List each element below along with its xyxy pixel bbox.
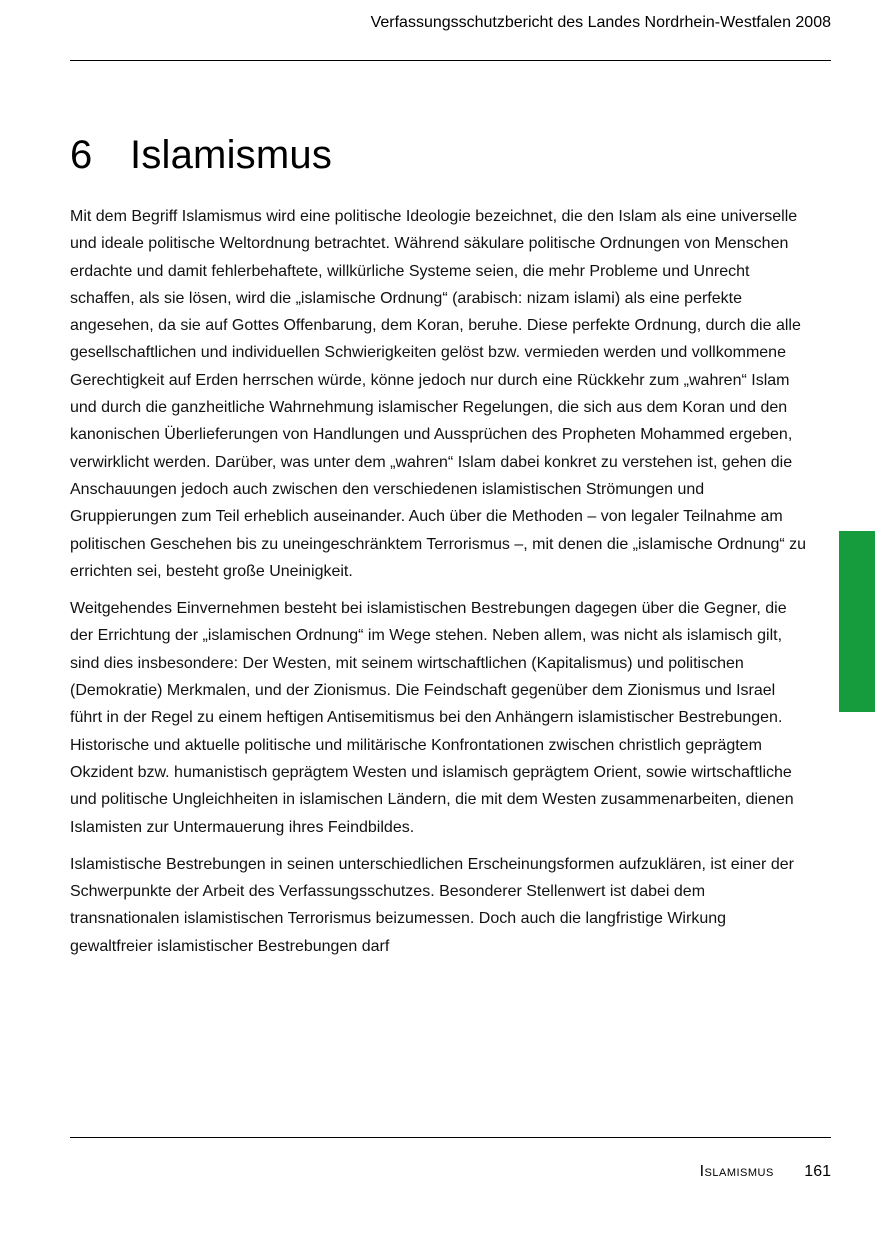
header-rule xyxy=(70,60,831,61)
chapter-title: Islamismus xyxy=(130,132,333,177)
chapter-heading xyxy=(70,133,332,178)
paragraph: Weitgehendes Einvernehmen besteht bei islamistischen Bestrebungen dagegen über die Gegner, die der Errichtung der „islamischen Ordnung“ im Wege stehen. Neben allem, was nicht als islamisch gilt, sind dies insbesondere: Der Westen, mit seinem wirtschaftlichen (Kapitalismus) und politischen (Demokratie) Merkmalen, und der Zionismus. Die Feindschaft gegenüber dem Zionismus und Israel führt in der Regel zu einem heftigen Antisemitismus bei den Anhängern islamistischer Bestrebungen. Historische und aktuelle politische und militärische Konfrontationen zwischen christlich geprägtem Okzident bzw. humanistisch geprägtem Westen und islamisch geprägtem Orient, sowie wirtschaftliche und politische Ungleichheiten in islamischen Ländern, die mit dem Westen zusammenarbeiten, dienen Islamisten zur Untermauerung ihres Feindbildes. xyxy=(70,600,794,836)
chapter-number: 6 xyxy=(70,132,93,177)
body-text xyxy=(70,203,807,970)
footer-section-label: Islamismus xyxy=(699,1163,774,1180)
paragraph: Islamistische Bestrebungen in seinen unterschiedlichen Erscheinungsformen aufzuklären, ist einer der Schwerpunkte der Arbeit des Verfassungsschutzes. Besonderer Stellenwert ist dabei dem transnationalen islamistischen Terrorismus beizumessen. Doch auch die langfristige Wirkung gewaltfreier islamistischer Bestrebungen darf xyxy=(70,855,794,955)
paragraph: Mit dem Begriff Islamismus wird eine politische Ideologie bezeichnet, die den Islam als eine universelle und ideale politische Weltordnung betrachtet. Während säkulare politische Ordnungen von Menschen erdachte und damit fehlerbehaftete, willkürliche Systeme seien, die mehr Probleme und Unrecht schaffen, als sie lösen, wird die „islamische Ordnung“ (arabisch: nizam islami) als eine perfekte angesehen, da sie auf Gottes Offenbarung, dem Koran, beruhe. Diese perfekte Ordnung, durch die alle gesellschaftlichen und individuellen Schwierigkeiten gelöst bzw. vermieden werden und vollkommene Gerechtigkeit auf Erden herrschen würde, könne jedoch nur durch eine Rückkehr zum „wahren“ Islam und durch die ganzheitliche Wahrnehmung islamischer Regelungen, die sich aus dem Koran und den kanonischen Überlieferungen von Handlungen und Aussprüchen des Propheten Mohammed ergeben, verwirklicht werden. Darüber, was unter dem „wahren“ Islam dabei konkret zu verstehen ist, gehen die Anschauungen jedoch auch zwischen den verschiedenen islamistischen Strömungen und Gruppierungen zum Teil erheblich auseinander. Auch über die Methoden – von legaler Teilnahme am politischen Geschehen bis zu uneingeschränktem Terrorismus –, mit denen die „islamische Ordnung“ zu errichten sei, besteht große Uneinigkeit. xyxy=(70,208,807,580)
chapter-marker-tab xyxy=(839,531,875,712)
page-footer xyxy=(70,1163,831,1181)
footer-page-number: 161 xyxy=(804,1163,831,1180)
footer-rule xyxy=(70,1137,831,1138)
running-header: Verfassungsschutzbericht des Landes Nordrhein-Westfalen 2008 xyxy=(370,14,831,31)
